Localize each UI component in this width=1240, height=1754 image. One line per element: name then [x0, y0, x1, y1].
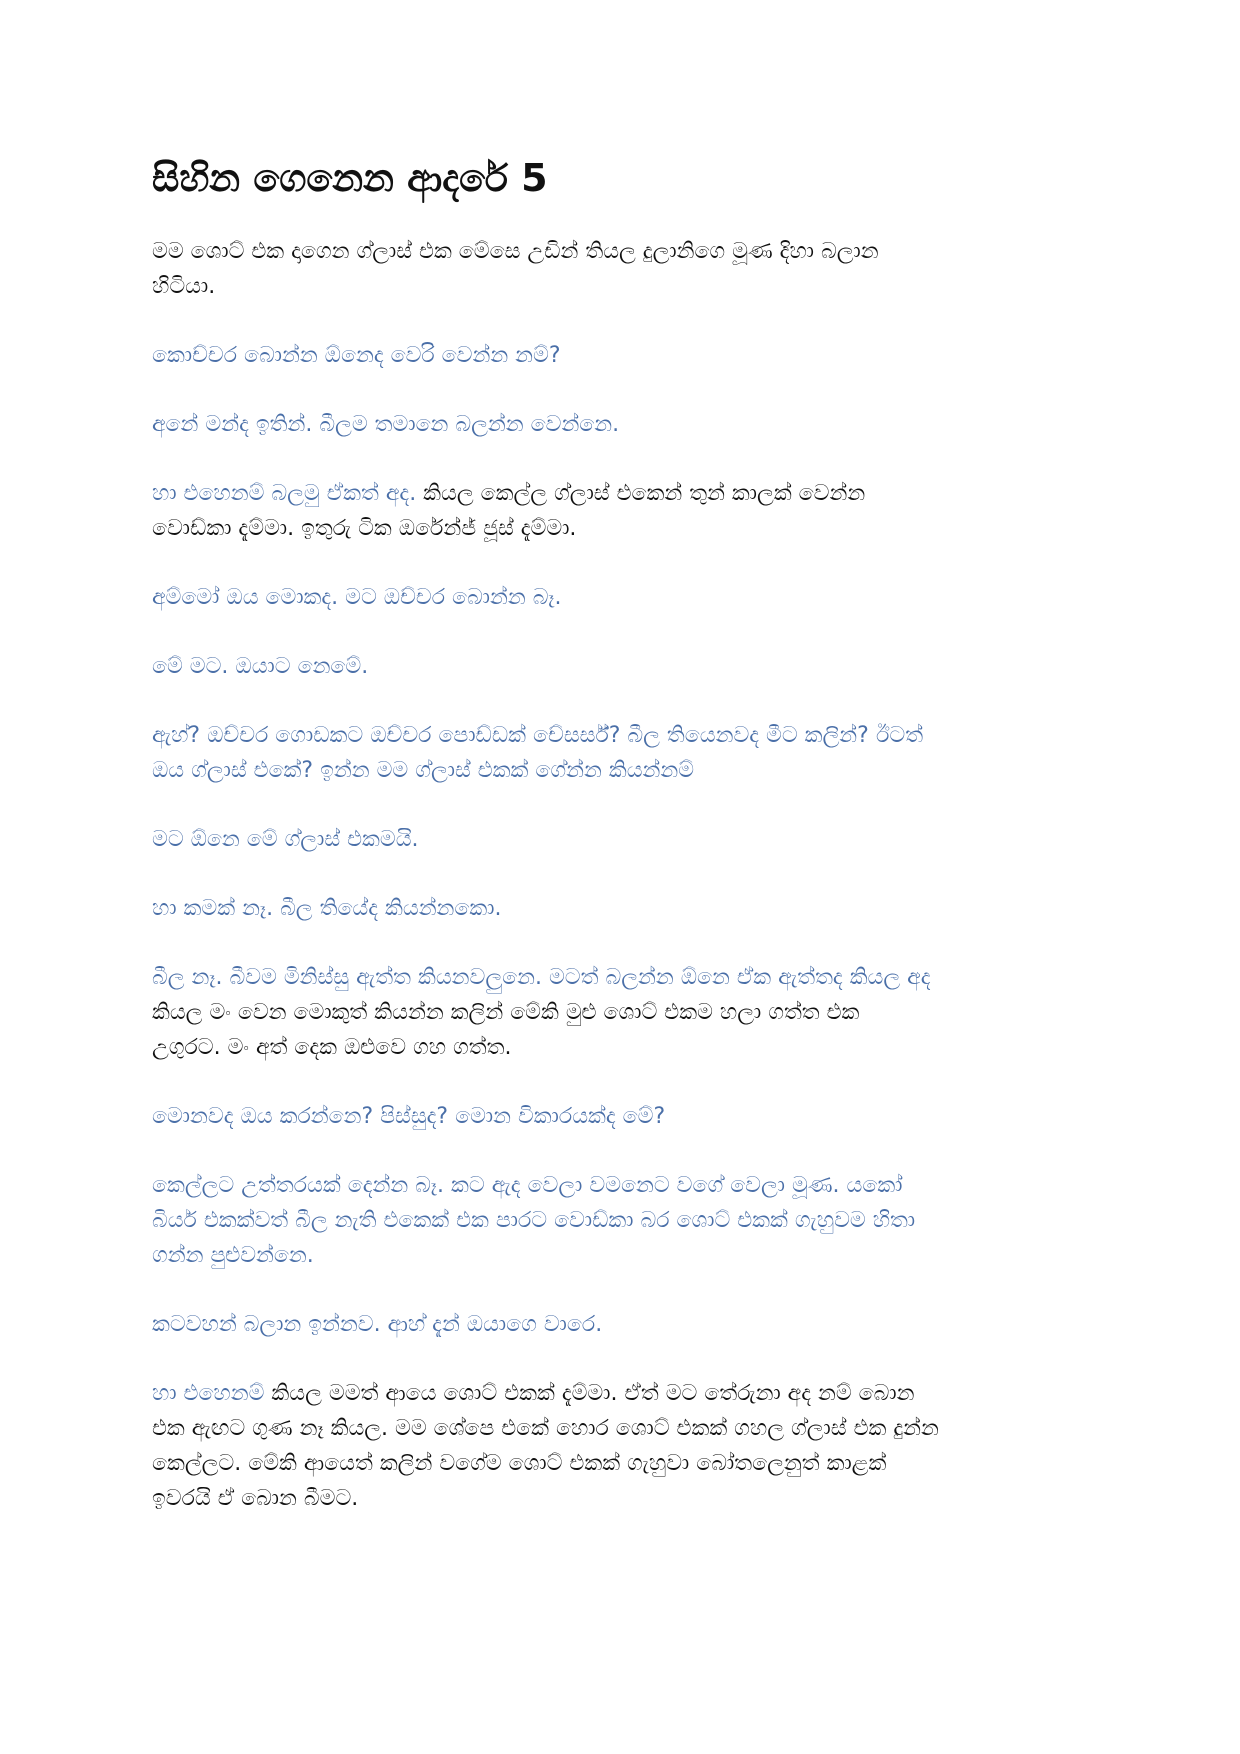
document-title: සිහින ගෙනෙන ආදරේ 5 — [152, 156, 548, 200]
paragraph — [152, 407, 1102, 442]
paragraph — [152, 822, 1102, 857]
paragraph — [152, 1099, 1102, 1134]
dialogue-text: කටවහන් බලාන ඉන්නව. ආහ් දැන් ඔයාගෙ වාරෙ. — [152, 1312, 603, 1337]
paragraph — [152, 476, 1102, 546]
narration-text: කියල මමත් ආයෙ ශොට් එකක් දැම්මා. ඒත් මට තේරුනා අද නම් බොන — [264, 1381, 915, 1406]
dialogue-text: මේ මට. ඔයාට නෙමේ. — [152, 654, 369, 679]
paragraph — [152, 718, 1102, 788]
text-line — [152, 1099, 1102, 1134]
text-line — [152, 960, 1102, 995]
narration-text: වොඩ්කා දැම්මා. ඉතුරු ටික ඔරේන්ජ් ජූස් දැම්මා. — [152, 516, 577, 541]
dialogue-text: අනේ මන්ද ඉතින්. බීලම තමානෙ බලන්න වෙන්නෙ. — [152, 412, 620, 437]
document-body — [152, 234, 1102, 1516]
text-line — [152, 1168, 1102, 1203]
paragraph — [152, 1168, 1102, 1273]
paragraph — [152, 338, 1102, 373]
dialogue-text: ගන්න පුළුවන්නෙ. — [152, 1243, 314, 1268]
text-line — [152, 891, 1102, 926]
narration-text: මම ශොට් එක දාගෙන ග්ලාස් එක මේසෙ උඩින් තියල දුලානිගෙ මූණ දිහා බලාන — [152, 239, 879, 264]
dialogue-text: මට ඕනෙ මේ ග්ලාස් එකමයි. — [152, 827, 419, 852]
text-line — [152, 822, 1102, 857]
text-line — [152, 580, 1102, 615]
document-page — [152, 150, 1102, 1550]
narration-text: උගුරට. මං අත් දෙක ඔළුවෙ ගහ ගත්ත. — [152, 1035, 512, 1060]
text-line — [152, 511, 1102, 546]
dialogue-text: අම්මෝ ඔය මොකද. මට ඔච්චර බොන්න බෑ. — [152, 585, 562, 610]
text-line — [152, 649, 1102, 684]
text-line — [152, 1376, 1102, 1411]
dialogue-text: කොච්චර බොන්න ඕනෙද වෙරි වෙන්න නම්? — [152, 343, 561, 368]
text-line — [152, 269, 1102, 304]
dialogue-text: මොනවද ඔය කරන්නෙ? පිස්සුද? මොන විකාරයක්ද මේ? — [152, 1104, 666, 1129]
text-line — [152, 1238, 1102, 1273]
dialogue-text: ඔය ග්ලාස් එකේ? ඉන්න මම ග්ලාස් එකක් ගේන්න කියන්නම් — [152, 758, 695, 783]
text-line — [152, 1030, 1102, 1065]
narration-text: එක ඇඟට ගුණ නෑ කියල. මම ශේපෙ එකේ හොර ශොට් එකක් ගහල ග්ලාස් එක දුන්න — [152, 1416, 939, 1441]
text-line — [152, 718, 1102, 753]
paragraph — [152, 960, 1102, 1065]
narration-text: කෙල්ලට. මේකි ආයෙත් කලින් වගේම ශොට් එකක් ගැහුවා බෝතලෙනුත් කාළක් — [152, 1451, 887, 1476]
paragraph — [152, 891, 1102, 926]
narration-text: කියල කෙල්ල ග්ලාස් එකෙන් තුන් කාලක් වෙන්න — [416, 481, 866, 506]
narration-text: කියල මං වෙන මොකුත් කියන්න කලින් මේකි මුළු ශොට් එකම හලා ගත්ත එක — [152, 1000, 860, 1025]
text-line — [152, 1203, 1102, 1238]
text-line — [152, 338, 1102, 373]
paragraph — [152, 1376, 1102, 1516]
narration-text: හිටියා. — [152, 274, 216, 299]
text-line — [152, 234, 1102, 269]
text-line — [152, 995, 1102, 1030]
dialogue-text: කෙල්ලට උත්තරයක් දෙන්න බෑ. කට ඇද වෙලා වමනෙට වගේ වෙලා මූණ. යකෝ — [152, 1173, 903, 1198]
paragraph — [152, 580, 1102, 615]
text-line — [152, 1307, 1102, 1342]
dialogue-text: ඇහ්? ඔච්චර ගොඩකට ඔච්චර පොඩ්ඩක් චේසර්ස්? බීල තියෙනවද මීට කලින්? ඊටත් — [152, 723, 924, 748]
paragraph — [152, 1307, 1102, 1342]
dialogue-text: හා එහෙනම් බලමු ඒකත් අද. — [152, 481, 417, 506]
text-line — [152, 753, 1102, 788]
paragraph — [152, 649, 1102, 684]
dialogue-text: බියර් එකක්වත් බීල නැති එකෙක් එක පාරට වොඩ්කා බර ශොට් එකක් ගැහුවම හිතා — [152, 1208, 916, 1233]
text-line — [152, 1446, 1102, 1481]
dialogue-text: හා එහෙනම් — [152, 1381, 265, 1406]
text-line — [152, 1481, 1102, 1516]
dialogue-text: බීල නෑ. බීවම මිනිස්සු ඇත්ත කියනවලුනෙ. මටත් බලන්න ඕනෙ ඒක ඇත්තද කියල අද — [152, 965, 931, 990]
text-line — [152, 476, 1102, 511]
paragraph — [152, 234, 1102, 304]
text-line — [152, 1411, 1102, 1446]
narration-text: ඉවරයි ඒ බොන බීමට. — [152, 1486, 359, 1511]
dialogue-text: හා කමක් නෑ. බීල තියේද කියන්නකො. — [152, 896, 502, 921]
text-line — [152, 407, 1102, 442]
